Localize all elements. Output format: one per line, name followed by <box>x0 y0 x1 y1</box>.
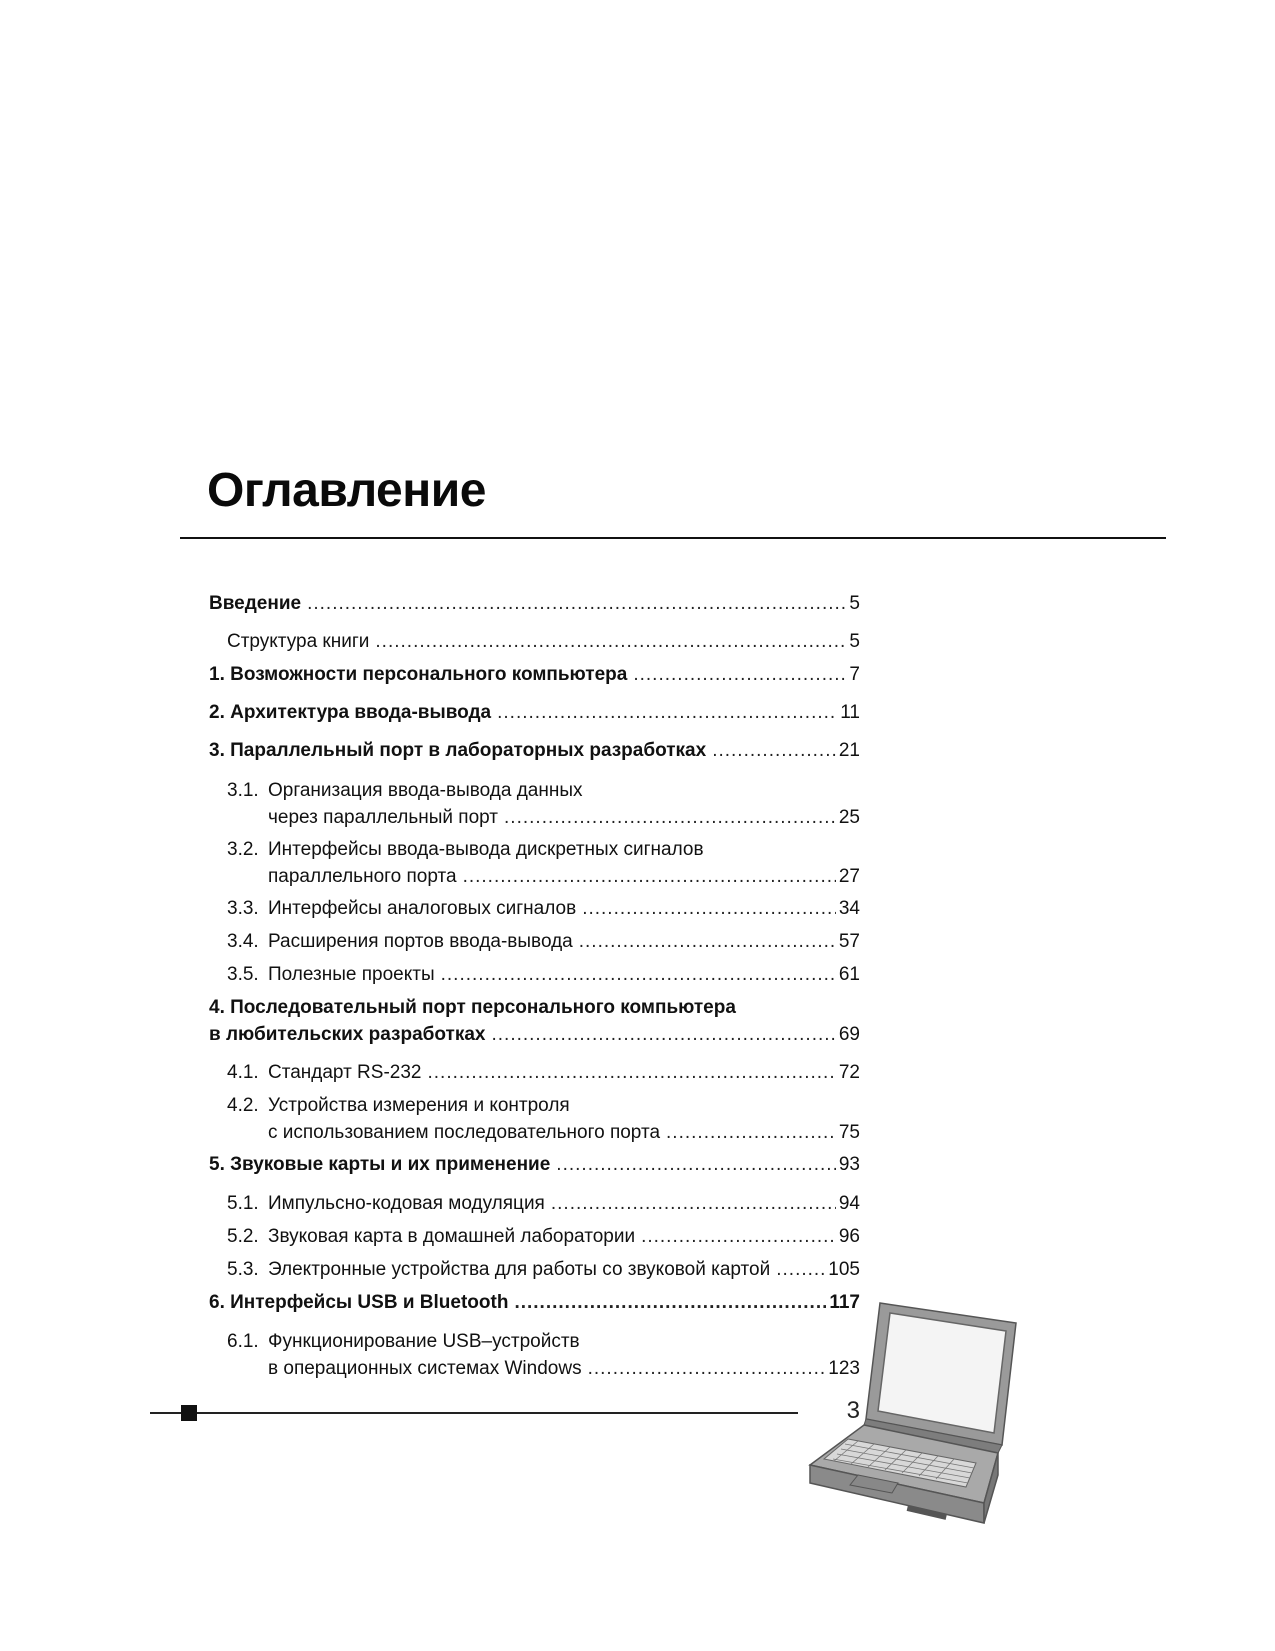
toc-entry-intro[interactable] <box>209 590 860 617</box>
toc-entry-title: Интерфейсы аналоговых сигналов <box>268 898 577 919</box>
toc-entry-chapter-1[interactable] <box>209 661 860 688</box>
toc-section-number: 3.1. <box>227 780 259 801</box>
toc-entry-chapter-5[interactable] <box>209 1151 860 1178</box>
dot-leader <box>582 895 836 922</box>
toc-entry-title: 3. Параллельный порт в лабораторных разработках <box>209 740 707 761</box>
toc-page-number: 94 <box>838 1193 860 1214</box>
toc-entry-title: Введение <box>209 593 302 614</box>
toc-entry-title-line1: Устройства измерения и контроля <box>268 1095 570 1116</box>
toc-entry-title: в операционных системах Windows <box>268 1358 582 1379</box>
toc-page-number: 5 <box>849 631 860 652</box>
dot-leader <box>579 928 836 955</box>
toc-section-number: 5.2. <box>227 1226 259 1247</box>
toc-page-number: 69 <box>838 1024 860 1045</box>
dot-leader <box>504 804 836 831</box>
toc-entry-title: через параллельный порт <box>268 807 499 828</box>
laptop-illustration <box>808 1297 1028 1533</box>
dot-leader <box>307 590 846 617</box>
toc-entry-title-line1: 4. Последовательный порт персонального компьютера <box>209 997 736 1018</box>
toc-entry-chapter-2[interactable] <box>209 699 860 726</box>
dot-leader <box>375 628 846 655</box>
dot-leader <box>666 1119 836 1146</box>
dot-leader <box>633 661 846 688</box>
toc-page-number: 7 <box>849 664 860 685</box>
toc-page-number: 27 <box>838 866 860 887</box>
dot-leader <box>641 1223 836 1250</box>
toc-entry-title: 2. Архитектура ввода-вывода <box>209 702 492 723</box>
toc-page-number: 117 <box>829 1292 860 1313</box>
toc-entry-chapter-3[interactable] <box>209 737 860 764</box>
toc-entry-title: 5. Звуковые карты и их применение <box>209 1154 551 1175</box>
toc-section-number: 5.1. <box>227 1193 259 1214</box>
toc-entry-chapter-6[interactable] <box>209 1289 860 1316</box>
dot-leader <box>497 699 837 726</box>
toc-page-number: 21 <box>838 740 860 761</box>
toc-section-number: 4.2. <box>227 1095 259 1116</box>
dot-leader <box>551 1190 836 1217</box>
toc-section-number: 4.1. <box>227 1062 259 1083</box>
footer-square-marker <box>181 1405 197 1421</box>
dot-leader <box>463 863 836 890</box>
footer-rule <box>150 1412 798 1414</box>
toc-page-number: 105 <box>828 1259 860 1280</box>
toc-page-number: 93 <box>838 1154 860 1175</box>
toc-page-number: 25 <box>838 807 860 828</box>
toc-entry-4-2[interactable] <box>227 1092 860 1146</box>
dot-leader <box>588 1355 826 1382</box>
dot-leader <box>441 961 836 988</box>
toc-entry-title: Структура книги <box>227 631 370 652</box>
toc-entry-5-1[interactable] <box>227 1190 860 1217</box>
dot-leader <box>776 1256 825 1283</box>
toc-entry-3-4[interactable] <box>227 928 860 955</box>
toc-entry-title: 1. Возможности персонального компьютера <box>209 664 628 685</box>
dot-leader <box>427 1059 835 1086</box>
toc-entry-3-1[interactable] <box>227 777 860 831</box>
toc-entry-title: параллельного порта <box>268 866 457 887</box>
toc-section-number: 3.2. <box>227 839 259 860</box>
toc-page-number: 57 <box>838 931 860 952</box>
toc-entry-title: в любительских разработках <box>209 1024 486 1045</box>
toc-entry-5-3[interactable] <box>227 1256 860 1283</box>
toc-entry-title: Электронные устройства для работы со звуковой картой <box>268 1259 771 1280</box>
toc-section-number: 3.5. <box>227 964 259 985</box>
toc-page-number: 96 <box>838 1226 860 1247</box>
toc-entry-structure[interactable] <box>227 628 860 655</box>
toc-entry-title-line1: Интерфейсы ввода-вывода дискретных сигналов <box>268 839 704 860</box>
page-number: 3 <box>846 1397 860 1424</box>
dot-leader <box>514 1289 826 1316</box>
toc-page-number: 61 <box>838 964 860 985</box>
toc-page-number: 75 <box>838 1122 860 1143</box>
toc-entry-title-line1: Организация ввода-вывода данных <box>268 780 583 801</box>
toc-page-number: 123 <box>828 1358 860 1379</box>
toc-entry-4-1[interactable] <box>227 1059 860 1086</box>
toc-entry-title: Стандарт RS-232 <box>268 1062 422 1083</box>
toc-entry-chapter-4[interactable] <box>209 994 860 1048</box>
toc-section-number: 6.1. <box>227 1331 259 1352</box>
toc-page-number: 11 <box>840 702 860 723</box>
toc-page-number: 72 <box>838 1062 860 1083</box>
page-title: Оглавление <box>207 464 486 517</box>
dot-leader <box>712 737 836 764</box>
toc-entry-5-2[interactable] <box>227 1223 860 1250</box>
toc-entry-title-line1: Функционирование USB–устройств <box>268 1331 580 1352</box>
toc-entry-title: Полезные проекты <box>268 964 435 985</box>
toc-page-number: 34 <box>838 898 860 919</box>
toc-entry-6-1[interactable] <box>227 1328 860 1382</box>
toc-entry-title: Расширения портов ввода-вывода <box>268 931 573 952</box>
dot-leader <box>556 1151 836 1178</box>
toc-entry-title: с использованием последовательного порта <box>268 1122 661 1143</box>
toc-section-number: 3.3. <box>227 898 259 919</box>
toc-entry-3-3[interactable] <box>227 895 860 922</box>
toc-page-number: 5 <box>849 593 860 614</box>
toc-entry-3-5[interactable] <box>227 961 860 988</box>
toc-section-number: 5.3. <box>227 1259 259 1280</box>
toc-entry-3-2[interactable] <box>227 836 860 890</box>
toc-entry-title: 6. Интерфейсы USB и Bluetooth <box>209 1292 509 1313</box>
toc-entry-title: Звуковая карта в домашней лаборатории <box>268 1226 636 1247</box>
toc-entry-title: Импульсно-кодовая модуляция <box>268 1193 545 1214</box>
toc-section-number: 3.4. <box>227 931 259 952</box>
dot-leader <box>491 1021 835 1048</box>
